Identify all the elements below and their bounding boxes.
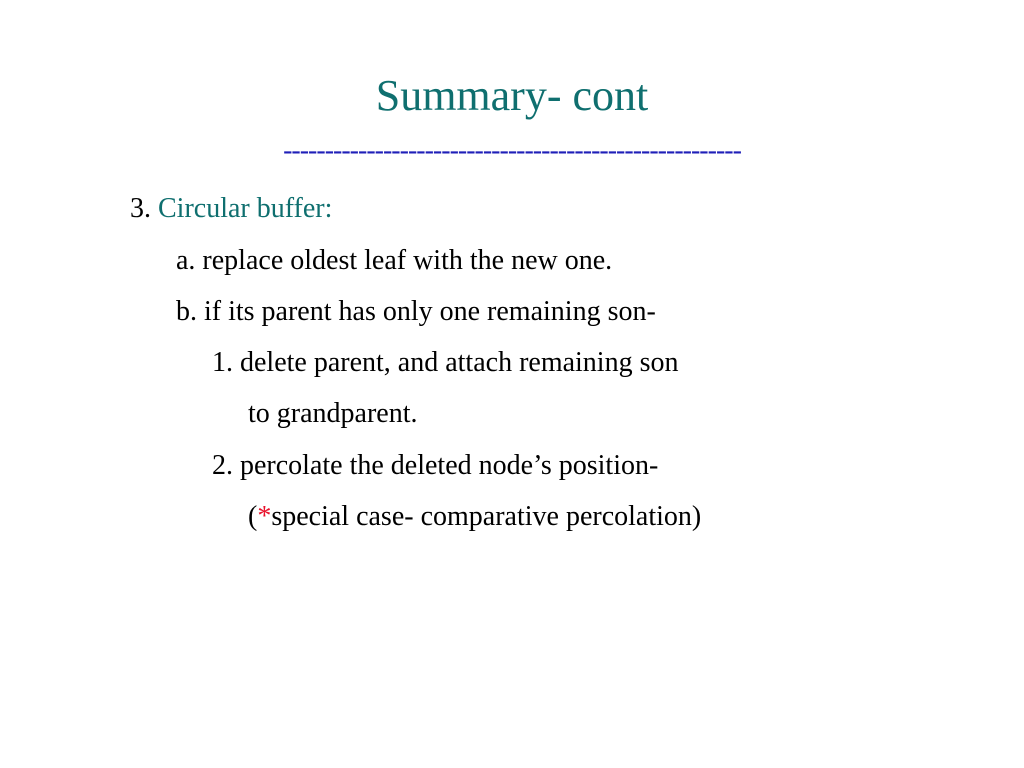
item-3-number: 3. <box>130 193 158 224</box>
title-divider: ------------------------------------------------------- <box>283 135 741 166</box>
sub-item-a: a. replace oldest leaf with the new one. <box>176 245 613 276</box>
sub-item-b: b. if its parent has only one remaining son- <box>176 296 656 327</box>
open-paren: ( <box>248 501 258 532</box>
slide-title: Summary- cont <box>375 71 649 120</box>
step-2-line-2 <box>248 500 701 534</box>
step-1-line-1: 1. delete parent, and attach remaining son <box>212 347 679 378</box>
step-2-line-1: 2. percolate the deleted node’s position- <box>212 450 659 481</box>
special-case-text: special case- comparative percolation) <box>271 501 702 532</box>
step-1-line-2: to grandparent. <box>248 398 418 429</box>
item-3 <box>130 192 332 226</box>
item-3-heading: Circular buffer: <box>158 193 333 224</box>
asterisk-marker: * <box>257 501 272 532</box>
